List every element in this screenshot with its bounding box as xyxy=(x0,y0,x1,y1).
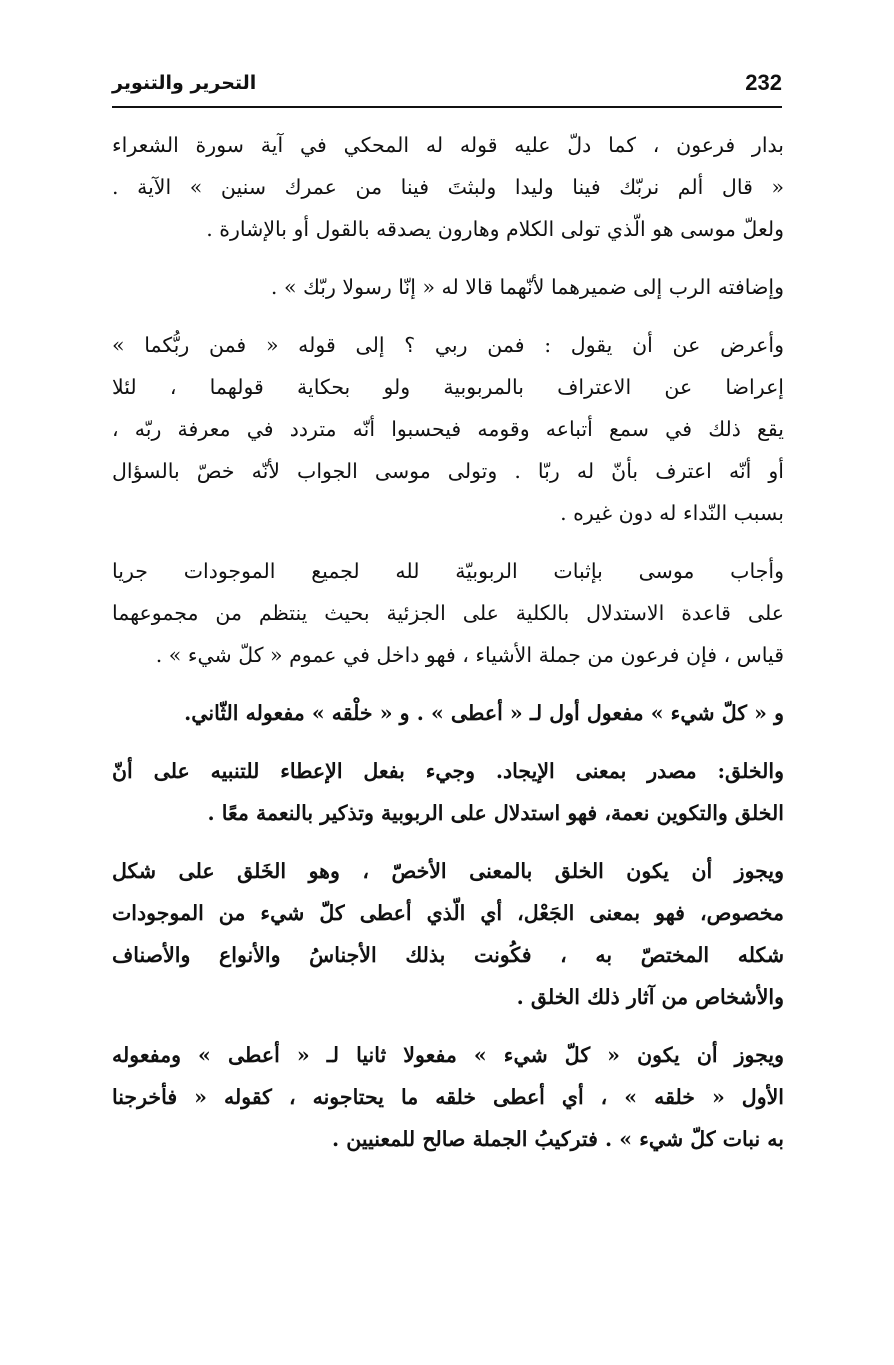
text-line: قياس ، فإن فرعون من جملة الأشياء ، فهو داخل في عموم « كلّ شيء » . xyxy=(155,643,784,667)
text-line: بسبب النّداء له دون غيره . xyxy=(560,501,784,525)
book-title: التحرير والتنوير xyxy=(112,72,257,94)
text-line: على قاعدة الاستدلال بالكلية على الجزئية بحيث ينتظم من مجموعهما xyxy=(112,601,784,625)
text-line: إعراضا عن الاعتراف بالمربوبية ولو بحكاية قولهما ، لئلا xyxy=(112,375,784,399)
text-line: به نبات كلّ شيء » . فتركيبُ الجملة صالح للمعنيين . xyxy=(331,1127,784,1151)
text-line: والأشخاص من آثار ذلك الخلق . xyxy=(516,985,784,1009)
paragraph xyxy=(112,692,784,734)
text-line: ويجوز أن يكون « كلّ شيء » مفعولا ثانيا لـ « أعطى » ومفعوله xyxy=(112,1043,784,1067)
text-line: الأول « خلقه » ، أي أعطى خلقه ما يحتاجونه ، كقوله « فأخرجنا xyxy=(112,1085,784,1109)
page-number: 232 xyxy=(745,70,782,95)
text-line: ويجوز أن يكون الخلق بالمعنى الأخصّ ، وهو الخَلق على شكل xyxy=(112,859,784,883)
text-line: أو أنّه اعترف بأنّ له ربّا . وتولى موسى الجواب لأنّه خصّ بالسؤال xyxy=(112,459,784,483)
paragraph xyxy=(112,124,784,250)
body-text xyxy=(112,124,784,1160)
text-line: و « كلّ شيء » مفعول أول لـ « أعطى » . و « خلْقه » مفعوله الثّاني. xyxy=(184,701,784,725)
text-line: وأجاب موسى بإثبات الربوبيّة لله لجميع الموجودات جريا xyxy=(112,559,784,583)
header-divider xyxy=(112,106,782,108)
paragraph xyxy=(112,550,784,676)
paragraph xyxy=(112,1034,784,1160)
text-line: ولعلّ موسى هو الّذي تولى الكلام وهارون يصدقه بالقول أو بالإشارة . xyxy=(206,217,784,241)
text-line: وأعرض عن أن يقول : فمن ربي ؟ إلى قوله « فمن ربُّكما » xyxy=(112,333,784,357)
paragraph xyxy=(112,850,784,1018)
text-line: بدار فرعون ، كما دلّ عليه قوله له المحكي في آية سورة الشعراء xyxy=(112,133,784,157)
text-line: شكله المختصّ به ، فكُونت بذلك الأجناسُ والأنواع والأصناف xyxy=(112,943,784,967)
text-line: « قال ألم نربّك فينا وليدا ولبثتَ فينا من عمرك سنين » الآية . xyxy=(112,175,784,199)
text-line: يقع ذلك في سمع أتباعه وقومه فيحسبوا أنّه متردد في معرفة ربّه ، xyxy=(112,417,784,441)
text-line: مخصوص، فهو بمعنى الجَعْل، أي الّذي أعطى كلّ شيء من الموجودات xyxy=(112,901,784,925)
running-header xyxy=(112,70,782,104)
paragraph xyxy=(112,266,784,308)
paragraph xyxy=(112,324,784,534)
paragraph xyxy=(112,750,784,834)
text-line: الخلق والتكوين نعمة، فهو استدلال على الربوبية وتذكير بالنعمة معًا . xyxy=(207,801,784,825)
text-line: والخلق: مصدر بمعنى الإيجاد. وجيء بفعل الإعطاء للتنبيه على أنّ xyxy=(112,759,784,783)
text-line: وإضافته الرب إلى ضميرهما لأنّهما قالا له « إنّا رسولا ربّك » . xyxy=(270,275,784,299)
